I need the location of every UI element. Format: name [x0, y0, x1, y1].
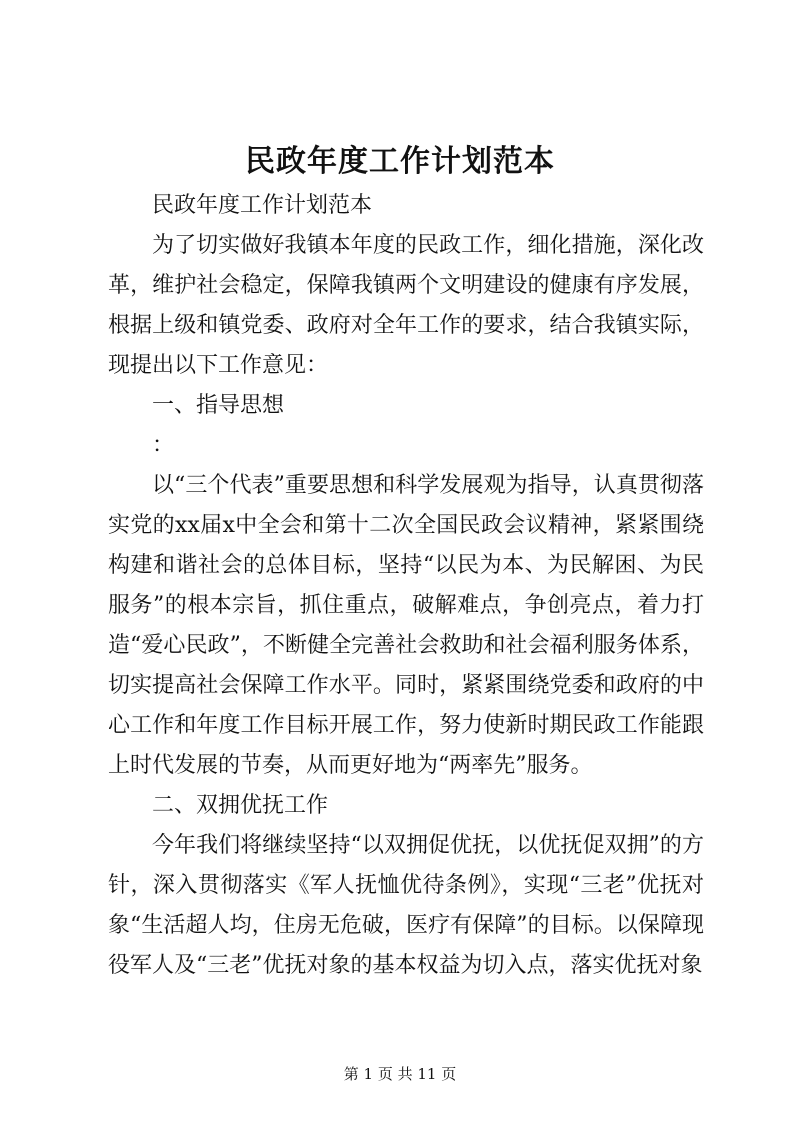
paragraph-intro: 为了切实做好我镇本年度的民政工作，细化措施，深化改革，维护社会稳定，保障我镇两个文明建设的健康有序发展，根据上级和镇党委、政府对全年工作的要求，结合我镇实际，现提出以下工作意见：: [108, 233, 704, 378]
paragraph-subtitle: 民政年度工作计划范本: [152, 193, 373, 218]
section-heading-military-support: 二、双拥优抚工作: [152, 793, 329, 818]
page-footer: 第 1 页 共 11 页: [343, 1065, 457, 1083]
document-title: 民政年度工作计划范本: [245, 144, 555, 179]
section-heading-guiding-ideology: 一、指导思想: [152, 393, 285, 418]
document-body: [108, 186, 704, 986]
paragraph-guiding-ideology: 以“三个代表”重要思想和科学发展观为指导，认真贯彻落实党的xx届x中全会和第十二次全国民政会议精神，紧紧围绕构建和谐社会的总体目标，坚持“以民为本、为民解困、为民服务”的根本宗旨，抓住重点，破解难点，争创亮点，着力打造“爱心民政”，不断健全完善社会救助和社会福利服务体系，切实提高社会保障工作水平。同时，紧紧围绕党委和政府的中心工作和年度工作目标开展工作，努力使新时期民政工作能跟上时代发展的节奏，从而更好地为“两率先”服务。: [108, 473, 704, 778]
paragraph-colon: ：: [152, 433, 175, 458]
paragraph-military-support: 今年我们将继续坚持“以双拥促优抚，以优抚促双拥”的方针，深入贯彻落实《军人抚恤优待条例》，实现“三老”优抚对象“生活超人均，住房无危破，医疗有保障”的目标。以保障现役军人及“三老”优抚对象的基本权益为切入点，落实优抚对象: [108, 833, 704, 978]
